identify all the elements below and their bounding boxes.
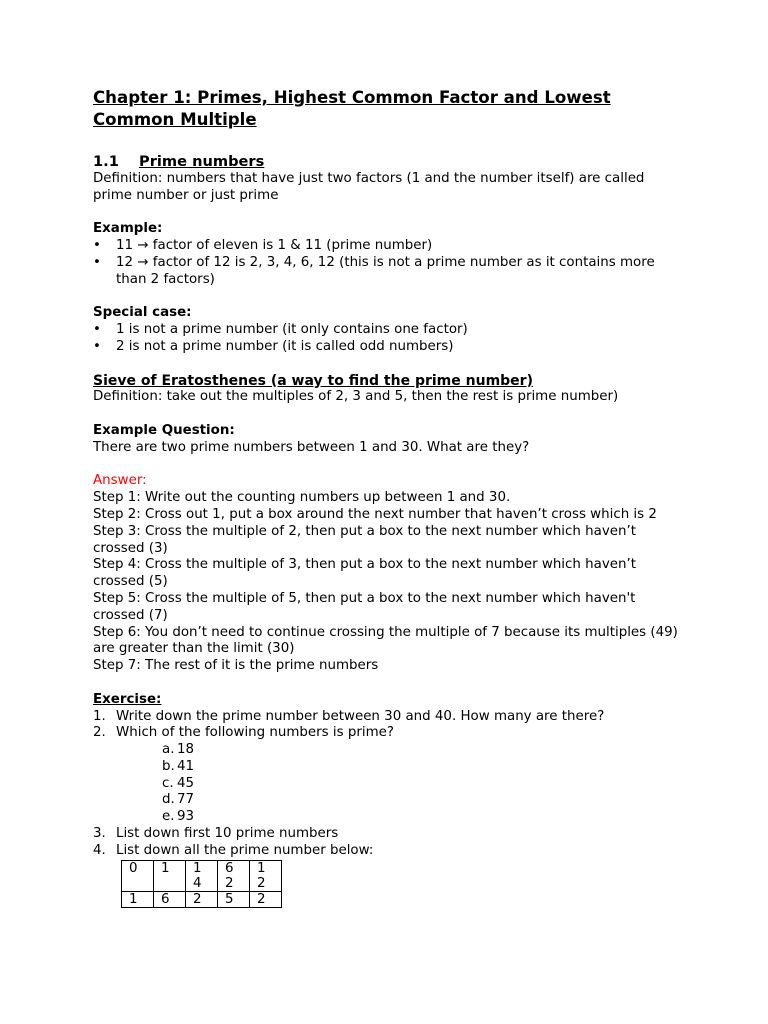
step-7: Step 7: The rest of it is the prime numbers bbox=[93, 658, 379, 674]
bullet-icon: • bbox=[93, 338, 101, 354]
option-item: d. 77 bbox=[162, 792, 195, 808]
table-cell: 2 bbox=[186, 891, 218, 907]
example-question: There are two prime numbers between 1 and 30. What are they? bbox=[93, 439, 530, 455]
example-list bbox=[93, 238, 683, 288]
exercise-list bbox=[93, 709, 683, 860]
exercise-item: 1. Write down the prime number between 30 and 40. How many are there? bbox=[93, 708, 605, 724]
special-case-label: Special case: bbox=[93, 305, 192, 321]
bullet-icon: • bbox=[93, 322, 101, 338]
table-cell: 1 bbox=[154, 860, 186, 891]
list-item: • 12 → factor of 12 is 2, 3, 4, 6, 12 (this is not a prime number as it contains more than 2 factors) bbox=[93, 254, 655, 287]
prime-definition: Definition: numbers that have just two factors (1 and the number itself) are called prime number or just prime bbox=[93, 171, 645, 203]
table-cell: 0 bbox=[122, 860, 154, 891]
number-table bbox=[121, 860, 282, 908]
option-item: b. 41 bbox=[162, 758, 195, 774]
section-title: Prime numbers bbox=[139, 153, 265, 170]
step-3: Step 3: Cross the multiple of 2, then put a box to the next number which haven’t crossed (3) bbox=[93, 523, 636, 556]
list-item: • 1 is not a prime number (it only contains one factor) bbox=[93, 322, 468, 338]
exercise-item: 4. List down all the prime number below: bbox=[93, 842, 374, 858]
option-item: e. 93 bbox=[162, 809, 195, 825]
table-cell: 5 bbox=[218, 891, 250, 907]
section-heading bbox=[93, 153, 683, 171]
table-row bbox=[122, 860, 282, 891]
list-item: • 2 is not a prime number (it is called odd numbers) bbox=[93, 338, 454, 354]
step-6: Step 6: You don’t need to continue crossing the multiple of 7 because its multiples (49) are greater than the limit (30) bbox=[93, 624, 678, 657]
list-item: • 11 → factor of eleven is 1 & 11 (prime number) bbox=[93, 238, 433, 254]
table-cell: 1 2 bbox=[250, 860, 282, 891]
bullet-icon: • bbox=[93, 254, 101, 270]
sieve-heading: Sieve of Eratosthenes (a way to find the prime number) bbox=[93, 372, 533, 389]
section-number: 1.1 bbox=[93, 153, 119, 170]
table-cell: 1 bbox=[122, 891, 154, 907]
table-cell: 6 2 bbox=[218, 860, 250, 891]
step-5: Step 5: Cross the multiple of 5, then put a box to the next number which haven't crossed (7) bbox=[93, 590, 636, 623]
bullet-icon: • bbox=[93, 238, 101, 254]
table-cell: 2 bbox=[250, 891, 282, 907]
example-question-label: Example Question: bbox=[93, 422, 235, 438]
example-label: Example: bbox=[93, 221, 163, 237]
answer-label: Answer: bbox=[93, 473, 147, 489]
option-list bbox=[116, 742, 683, 826]
special-case-list bbox=[93, 322, 683, 356]
exercise-item: 2. Which of the following numbers is prime? a. 18 b. 41 c. 45 d. 77 e. 93 bbox=[93, 725, 683, 826]
step-4: Step 4: Cross the multiple of 3, then put a box to the next number which haven’t crossed (5) bbox=[93, 557, 636, 590]
step-2: Step 2: Cross out 1, put a box around the next number that haven’t cross which is 2 bbox=[93, 506, 657, 522]
exercise-item: 3. List down first 10 prime numbers bbox=[93, 826, 339, 842]
option-item: a. 18 bbox=[162, 742, 195, 758]
option-item: c. 45 bbox=[162, 775, 195, 791]
exercise-label: Exercise: bbox=[93, 691, 162, 707]
sieve-definition: Definition: take out the multiples of 2, 3 and 5, then the rest is prime number) bbox=[93, 389, 619, 405]
table-cell: 1 4 bbox=[186, 860, 218, 891]
table-row bbox=[122, 891, 282, 907]
table-cell: 6 bbox=[154, 891, 186, 907]
chapter-title: Chapter 1: Primes, Highest Common Factor and Lowest Common Multiple bbox=[93, 88, 611, 129]
step-1: Step 1: Write out the counting numbers up between 1 and 30. bbox=[93, 490, 511, 506]
